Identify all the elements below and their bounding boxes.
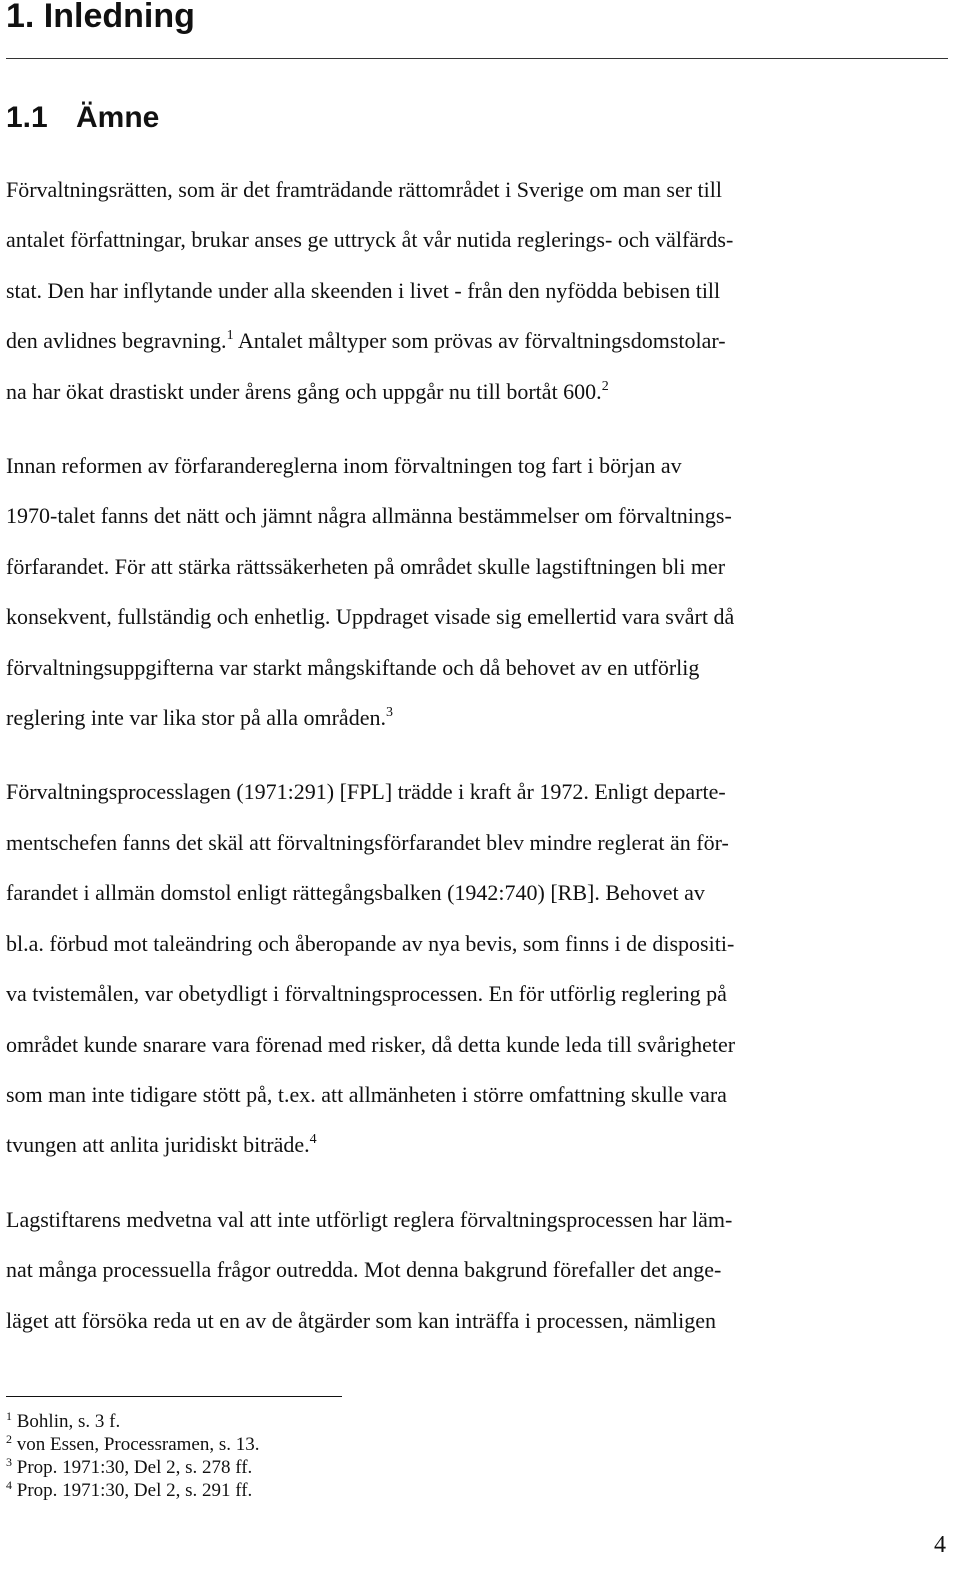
footnote-number: 4 <box>6 1478 12 1492</box>
footnote <box>6 1433 260 1456</box>
footnote-text: Bohlin, s. 3 f. <box>16 1411 121 1432</box>
footnote-number: 2 <box>6 1432 12 1446</box>
footnote <box>6 1410 260 1433</box>
footnote-text: Prop. 1971:30, Del 2, s. 291 ff. <box>16 1480 253 1501</box>
paragraph-text: Förvaltningsprocesslagen (1971:291) [FPL] trädde i kraft år 1972. Enligt departe- mentschefen fanns det skäl att förvaltningsförfarandet blev mindre reglerat än för- farandet i allmän domstol enligt rättegångsbalken (1942:740) [RB]. Behovet av bl.a. förbud mot taleändring och åberopande av nya bevis, som finns i de dispositi- va tvistemålen, var obetydligt i förvaltningsprocessen. En för utförlig reglering på området kunde snarare vara förenad med risker, då detta kunde leda till svårigheter som man inte tidigare stött på, t.ex. att allmänheten i större omfattning skulle vara tvungen att anlita juridiskt biträde. <box>6 779 736 1158</box>
paragraph <box>6 441 944 743</box>
paragraph-text: Antalet måltyper som prövas av förvaltningsdomstolar- na har ökat drastiskt under årens gång och uppgår nu till bortåt 600. <box>6 328 726 404</box>
footnote-reference: 1 <box>226 328 234 344</box>
footnote-reference: 4 <box>309 1132 317 1148</box>
footnote-separator <box>6 1396 342 1397</box>
footnote-number: 1 <box>6 1409 12 1423</box>
header-rule <box>6 58 948 59</box>
footnote-text: Prop. 1971:30, Del 2, s. 278 ff. <box>16 1457 253 1478</box>
page-number: 4 <box>934 1532 946 1558</box>
footnote <box>6 1456 260 1479</box>
paragraph-text: Innan reformen av förfarandereglerna inom förvaltningen tog fart i början av 1970-talet fanns det nätt och jämnt några allmänna bestämmelser om förvaltnings- förfarandet. För att stärka rättssäkerheten på området skulle lagstiftningen bli mer konsekvent, fullständig och enhetlig. Uppdraget visade sig emellertid vara svårt då förvaltningsuppgifterna var starkt mångskiftande och då behovet av en utförlig reglering inte var lika stor på alla områden. <box>6 453 735 731</box>
paragraph <box>6 165 944 417</box>
paragraph-text: Förvaltningsrätten, som är det framträdande rättområdet i Sverige om man ser till antalet författningar, brukar anses ge uttryck åt vår nutida reglerings- och välfärds- stat. Den har inflytande under alla skeenden i livet - från den nyfödda bebisen till den avlidnes begravning. <box>6 177 734 354</box>
paragraph <box>6 1195 944 1346</box>
paragraph <box>6 767 944 1170</box>
footnote-reference: 2 <box>601 378 609 394</box>
section-title: Ämne <box>76 101 160 134</box>
footnote <box>6 1479 260 1502</box>
section-number: 1.1 <box>6 101 48 134</box>
footnote-reference: 3 <box>385 705 393 721</box>
footnote-number: 3 <box>6 1455 12 1469</box>
paragraph-text: Lagstiftarens medvetna val att inte utförligt reglera förvaltningsprocessen har läm- nat många processuella frågor outredda. Mot denna bakgrund förefaller det ange- läget att försöka reda ut en av de åtgärder som kan inträffa i processen, nämligen <box>6 1206 733 1333</box>
section-heading <box>6 96 159 140</box>
footnotes <box>6 1410 260 1502</box>
body-text <box>6 165 944 1370</box>
chapter-title: 1. Inledning <box>6 0 195 35</box>
footnote-text: von Essen, Processramen, s. 13. <box>16 1434 260 1455</box>
